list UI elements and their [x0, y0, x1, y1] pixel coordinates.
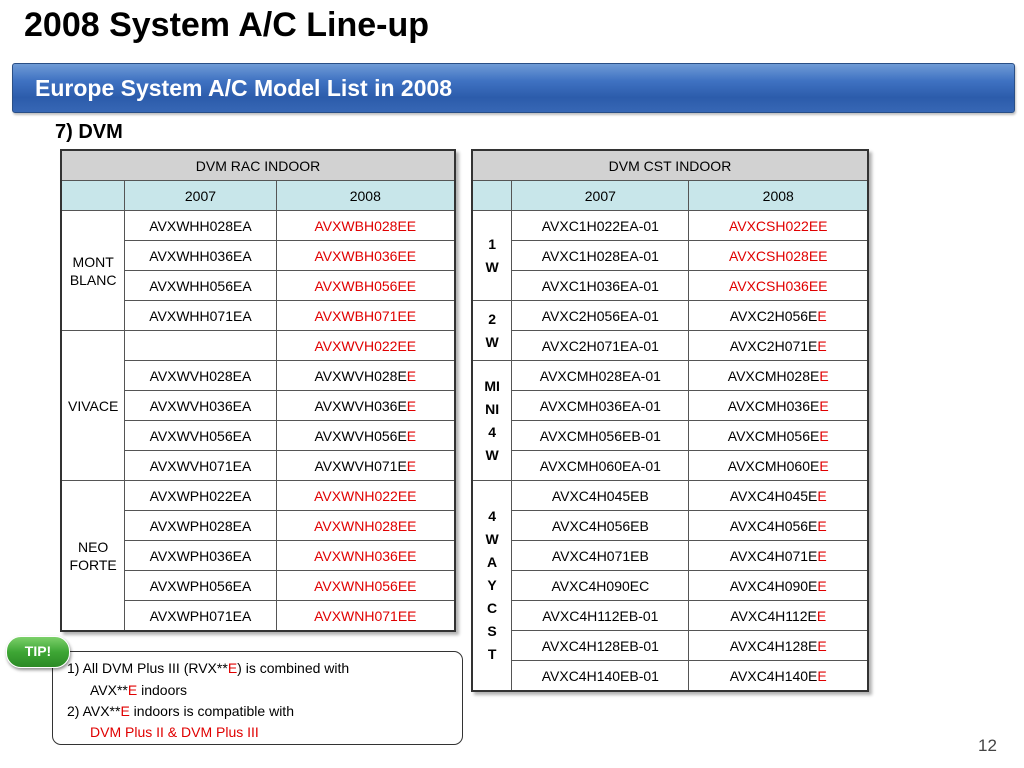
model-2007: AVXCMH028EA-01 [512, 361, 689, 391]
model-2007: AVXWHH036EA [125, 241, 276, 271]
model-2007: AVXC1H036EA-01 [512, 271, 689, 301]
model-2007: AVXC4H071EB [512, 541, 689, 571]
model-2007: AVXC4H045EB [512, 481, 689, 511]
model-2008: AVXWVH071EE [276, 451, 455, 481]
table-row [472, 571, 868, 601]
table-row [472, 211, 868, 241]
table-row [61, 331, 455, 361]
model-2008: AVXC4H128EE [689, 631, 868, 661]
model-2007: AVXWHH056EA [125, 271, 276, 301]
cst-group-4way-cst: 4 W A Y C S T [472, 481, 512, 692]
model-2008: AVXC4H071EE [689, 541, 868, 571]
table-row [61, 481, 455, 511]
model-2008: AVXC4H090EE [689, 571, 868, 601]
model-2008: AVXCSH036EE [689, 271, 868, 301]
page-title: 2008 System A/C Line-up [24, 6, 429, 44]
model-2008: AVXCMH028EE [689, 361, 868, 391]
table-row [472, 511, 868, 541]
model-2008: AVXWVH028EE [276, 361, 455, 391]
tip-badge [6, 636, 70, 668]
model-2007: AVXWPH022EA [125, 481, 276, 511]
model-2007: AVXC2H056EA-01 [512, 301, 689, 331]
table-row [472, 421, 868, 451]
model-2007: AVXWHH028EA [125, 211, 276, 241]
rac-corner-cell [61, 181, 125, 211]
table-row [472, 241, 868, 271]
model-2008: AVXWNH022EE [276, 481, 455, 511]
model-2008: AVXCSH028EE [689, 241, 868, 271]
model-2007: AVXWVH056EA [125, 421, 276, 451]
table-row [472, 451, 868, 481]
rac-group-mont-blanc: MONT BLANC [61, 211, 125, 331]
model-2008: AVXWVH036EE [276, 391, 455, 421]
model-2007: AVXWPH056EA [125, 571, 276, 601]
table-row [472, 271, 868, 301]
tip-badge-label: TIP! [24, 643, 52, 659]
model-2008: AVXCMH060EE [689, 451, 868, 481]
model-2007: AVXWVH036EA [125, 391, 276, 421]
model-2007: AVXC4H112EB-01 [512, 601, 689, 631]
tip-note-line-4: DVM Plus II & DVM Plus III [90, 724, 259, 740]
model-2008: AVXC4H112EE [689, 601, 868, 631]
table-row [472, 631, 868, 661]
model-2007: AVXC4H056EB [512, 511, 689, 541]
tip-note-line-2: AVX**E indoors [90, 682, 188, 698]
model-2007: AVXC1H022EA-01 [512, 211, 689, 241]
banner-title: Europe System A/C Model List in 2008 [35, 75, 453, 101]
model-2007: AVXWHH071EA [125, 301, 276, 331]
model-2008: AVXWBH056EE [276, 271, 455, 301]
rac-indoor-table [60, 149, 456, 632]
cst-indoor-table [471, 149, 869, 692]
table-row [472, 331, 868, 361]
cst-col-2008: 2008 [689, 181, 868, 211]
rac-col-2007: 2007 [125, 181, 276, 211]
table-row [472, 301, 868, 331]
model-2008: AVXWVH056EE [276, 421, 455, 451]
model-2007: AVXC2H071EA-01 [512, 331, 689, 361]
model-2008: AVXCSH022EE [689, 211, 868, 241]
table-row [472, 601, 868, 631]
model-2007: AVXWPH028EA [125, 511, 276, 541]
page-number: 12 [978, 736, 997, 755]
model-2007 [125, 331, 276, 361]
model-2007: AVXC4H090EC [512, 571, 689, 601]
table-row [61, 211, 455, 241]
model-2007: AVXCMH036EA-01 [512, 391, 689, 421]
model-2008: AVXWNH071EE [276, 601, 455, 632]
section-label: 7) DVM [55, 121, 123, 143]
table-row [472, 391, 868, 421]
model-2008: AVXWNH036EE [276, 541, 455, 571]
table-row [472, 361, 868, 391]
model-2007: AVXCMH060EA-01 [512, 451, 689, 481]
table-row [472, 541, 868, 571]
model-2008: AVXCMH036EE [689, 391, 868, 421]
cst-group-mini-4way: MI NI 4 W [472, 361, 512, 481]
cst-table-header: DVM CST INDOOR [472, 150, 868, 181]
model-2008: AVXC4H056EE [689, 511, 868, 541]
cst-group-2way: 2 W [472, 301, 512, 361]
model-2007: AVXC1H028EA-01 [512, 241, 689, 271]
cst-corner-cell [472, 181, 512, 211]
model-2008: AVXWNH056EE [276, 571, 455, 601]
model-2007: AVXC4H140EB-01 [512, 661, 689, 692]
model-2008: AVXC4H045EE [689, 481, 868, 511]
model-2007: AVXWPH036EA [125, 541, 276, 571]
model-2008: AVXWBH036EE [276, 241, 455, 271]
model-2008: AVXWVH022EE [276, 331, 455, 361]
rac-table-header: DVM RAC INDOOR [61, 150, 455, 181]
model-2007: AVXCMH056EB-01 [512, 421, 689, 451]
section-banner [12, 63, 1015, 113]
cst-group-1way: 1 W [472, 211, 512, 301]
model-2007: AVXC4H128EB-01 [512, 631, 689, 661]
model-2007: AVXWVH028EA [125, 361, 276, 391]
rac-group-vivace: VIVACE [61, 331, 125, 481]
model-2007: AVXWPH071EA [125, 601, 276, 632]
model-2008: AVXWNH028EE [276, 511, 455, 541]
tip-note-line-3: 2) AVX**E indoors is compatible with [67, 703, 294, 719]
model-2008: AVXC2H056EE [689, 301, 868, 331]
rac-group-neo-forte: NEO FORTE [61, 481, 125, 632]
table-row [472, 481, 868, 511]
model-2008: AVXC4H140EE [689, 661, 868, 692]
table-row [472, 661, 868, 692]
tip-note-box [52, 651, 463, 745]
model-2008: AVXWBH071EE [276, 301, 455, 331]
model-2007: AVXWVH071EA [125, 451, 276, 481]
model-2008: AVXWBH028EE [276, 211, 455, 241]
model-2008: AVXCMH056EE [689, 421, 868, 451]
rac-col-2008: 2008 [276, 181, 455, 211]
model-2008: AVXC2H071EE [689, 331, 868, 361]
cst-col-2007: 2007 [512, 181, 689, 211]
tip-note-line-1: 1) All DVM Plus III (RVX**E) is combined with [67, 660, 350, 676]
